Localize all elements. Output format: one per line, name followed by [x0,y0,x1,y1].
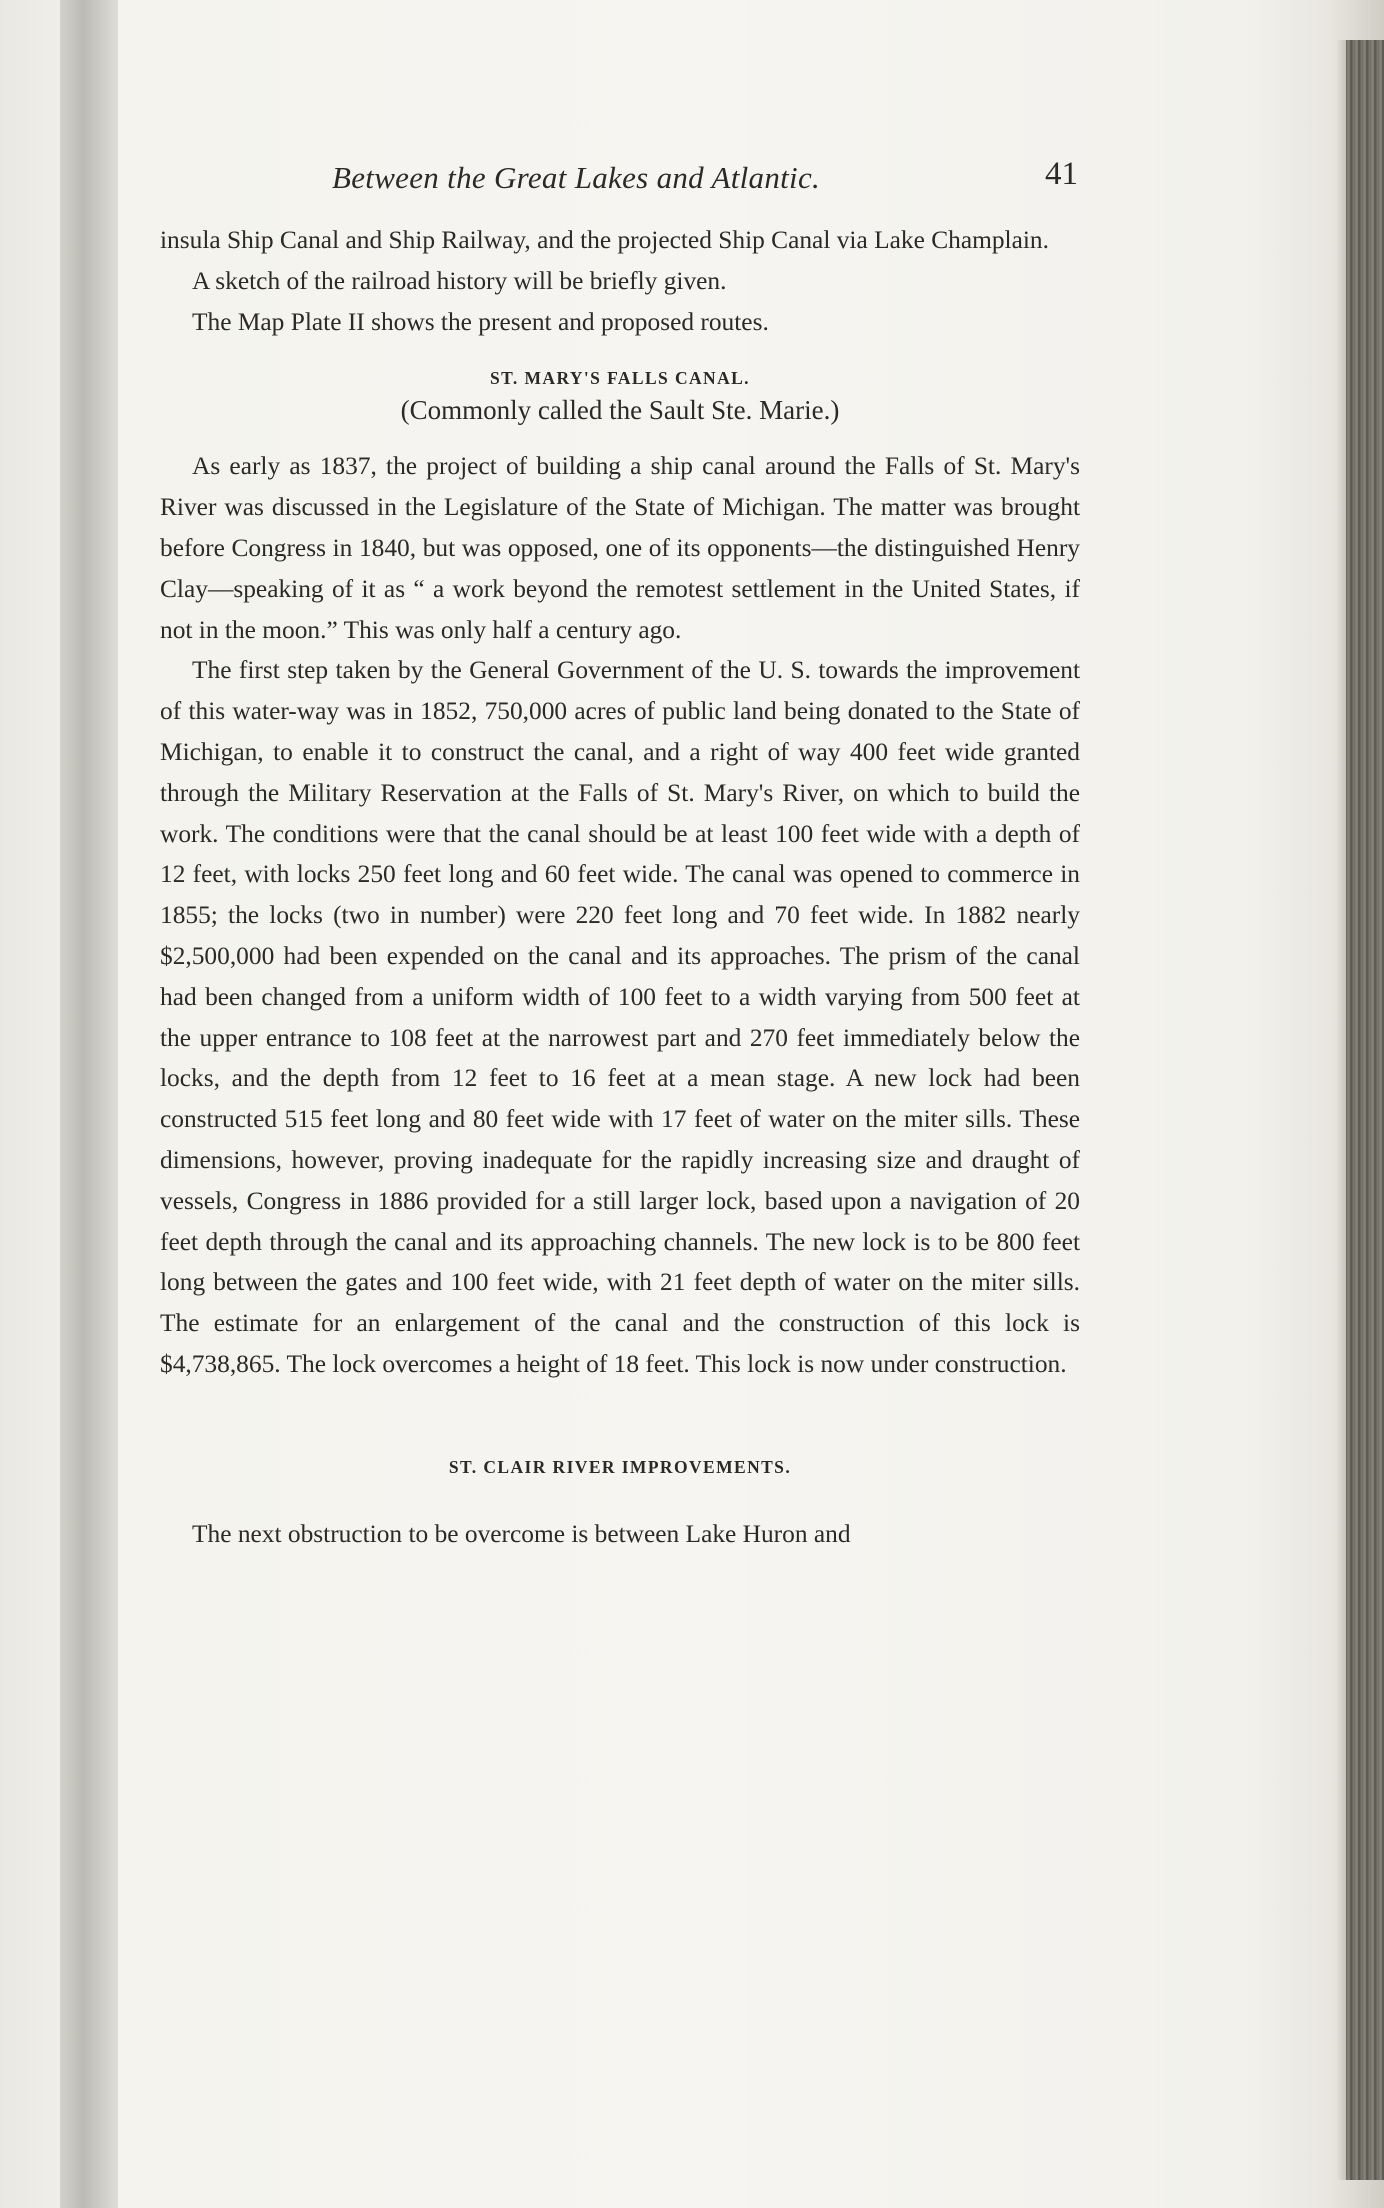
section-title-st-clair: ST. CLAIR RIVER IMPROVEMENTS. [448,1456,792,1477]
section-subtitle-sault: (Commonly called the Sault Ste. Marie.) [400,395,840,426]
paragraph-next-obstruction: The next obstruction to be overcome is between Lake Huron and [192,1519,851,1548]
page-header [160,156,1080,220]
running-head: Between the Great Lakes and Atlantic. [332,160,821,195]
paragraph-early-history: As early as 1837, the project of building a ship canal around the Falls of St. Mary's River was discussed in the Legislature of the State of Michigan. The matter was brought before Congress in 1840, but was opposed, one of its opponents—the distinguished Henry Clay—speaking of it as “ a work beyond the remotest settlement in the United States, if not in the moon.” This was only half a century ago. [160,452,1080,644]
railroad-sketch-paragraph: A sketch of the railroad history will be briefly given. [192,266,727,295]
paragraph-government-improvement: The first step taken by the General Government of the U. S. towards the improvement of this water-way was in 1852, 750,000 acres of public land being donated to the State of Michigan, to enable it to construct the canal, and a right of way 400 feet wide granted through the Military Reservation at the Falls of St. Mary's River, on which to build the work. The conditions were that the canal should be at least 100 feet wide with a depth of 12 feet, with locks 250 feet long and 60 feet wide. The canal was opened to commerce in 1855; the locks (two in number) were 220 feet long and 70 feet wide. In 1882 nearly $2,500,000 had been expended on the canal and its approaches. The prism of the canal had been changed from a uniform width of 100 feet to a width varying from 500 feet at the upper entrance to 108 feet at the narrowest part and 270 feet immediately below the locks, and the depth from 12 feet to 16 feet at a mean stage. A new lock had been constructed 515 feet long and 80 feet wide with 17 feet of water on the miter sills. These dimensions, however, proving inadequate for the rapidly increasing size and draught of vessels, Congress in 1886 provided for a still larger lock, based upon a navigation of 20 feet depth through the canal and its approaching channels. The new lock is to be 800 feet long between the gates and 100 feet wide, with 21 feet depth of water on the miter sills. The estimate for an enlargement of the canal and the construction of this lock is $4,738,865. The lock overcomes a height of 18 feet. This lock is now under construction. [160,656,1080,1378]
page-number: 41 [1045,156,1078,192]
continuation-paragraph: insula Ship Canal and Ship Railway, and the projected Ship Canal via Lake Champlain. [160,226,1049,254]
book-gutter-shadow [60,0,118,2208]
map-plate-paragraph: The Map Plate II shows the present and proposed routes. [192,307,769,336]
page-edge-shadow [1336,40,1346,2180]
book-page [160,156,1080,1555]
section-title-st-marys: ST. MARY'S FALLS CANAL. [490,368,750,389]
book-page-edges [1346,40,1384,2180]
